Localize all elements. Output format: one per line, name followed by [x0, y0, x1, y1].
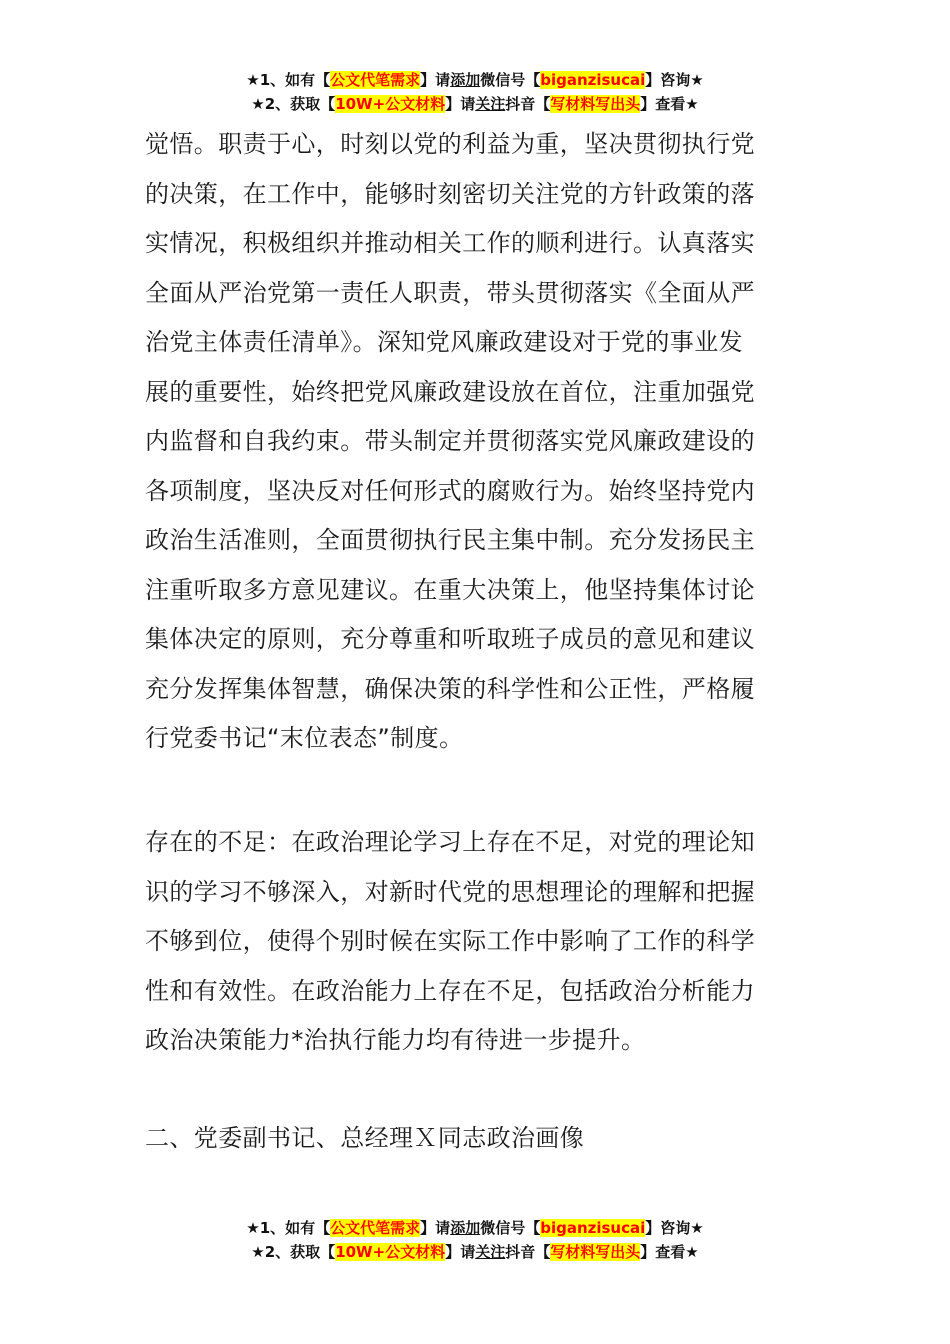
banner-text: 】咨询★: [645, 1219, 704, 1237]
text-line: 行党委书记“末位表态”制度。: [145, 724, 464, 752]
banner-text: 】查看★: [640, 1243, 699, 1261]
highlight-wechat-id: biganzisucai: [540, 1219, 646, 1237]
text-line: 政治生活准则，全面贯彻执行民主集中制。充分发扬民主: [145, 526, 755, 554]
highlight-douyin-account: 写材料写出头: [550, 1243, 641, 1261]
banner-underlined-text: 添加: [450, 1219, 481, 1237]
text-line: 集体决定的原则，充分尊重和听取班子成员的意见和建议: [145, 625, 755, 653]
banner-text: ★2、获取【: [251, 1243, 336, 1261]
paragraph-political-awareness: [145, 120, 810, 764]
banner-line-1: [0, 1216, 950, 1240]
text-line: 性和有效性。在政治能力上存在不足，包括政治分析能力: [145, 976, 755, 1005]
banner-text: 】请: [445, 1243, 476, 1261]
banner-text: 】查看★: [640, 95, 699, 113]
text-line: 不够到位，使得个别时候在实际工作中影响了工作的科学: [145, 927, 755, 955]
banner-underlined-text: 关注: [475, 1243, 506, 1261]
banner-underlined-text: 关注: [475, 95, 506, 113]
text-line: 存在的不足：在政治理论学习上存在不足，对党的理论知: [145, 828, 755, 856]
heading-text: 二、党委副书记、总经理Ｘ同志政治画像: [145, 1124, 585, 1152]
highlight-materials: 10W+公文材料: [335, 95, 446, 113]
highlight-ghostwriting: 公文代笔需求: [330, 71, 421, 89]
banner-text: ★1、如有【: [246, 1219, 331, 1237]
text-line: 各项制度，坚决反对任何形式的腐败行为。始终坚持党内: [145, 476, 755, 505]
bottom-banner: [0, 1216, 950, 1264]
highlight-douyin-account: 写材料写出头: [550, 95, 641, 113]
banner-text: ★2、获取【: [251, 95, 336, 113]
highlight-wechat-id: biganzisucai: [540, 71, 646, 89]
text-line: 展的重要性，始终把党风廉政建设放在首位，注重加强党: [145, 377, 755, 406]
section-heading: [145, 1114, 810, 1164]
highlight-materials: 10W+公文材料: [335, 1243, 446, 1261]
banner-text: 微信号【: [480, 1219, 541, 1237]
text-line: 内监督和自我约束。带头制定并贯彻落实党风廉政建设的: [145, 427, 755, 455]
banner-underlined-text: 添加: [450, 71, 481, 89]
text-line: 识的学习不够深入，对新时代党的思想理论的理解和把握: [145, 877, 755, 906]
text-line: 充分发挥集体智慧，确保决策的科学性和公正性，严格履: [145, 674, 755, 703]
top-banner: [0, 68, 950, 116]
banner-text: 】咨询★: [645, 71, 704, 89]
banner-text: 】请: [420, 71, 451, 89]
banner-text: ★1、如有【: [246, 71, 331, 89]
banner-line-2: [0, 1240, 950, 1264]
highlight-ghostwriting: 公文代笔需求: [330, 1219, 421, 1237]
text-line: 觉悟。职责于心，时刻以党的利益为重，坚决贯彻执行党: [145, 130, 755, 158]
banner-text: 抖音【: [505, 1243, 551, 1261]
banner-text: 微信号【: [480, 71, 541, 89]
banner-line-1: [0, 68, 950, 92]
banner-line-2: [0, 92, 950, 116]
text-line: 的决策，在工作中，能够时刻密切关注党的方针政策的落: [145, 179, 755, 208]
banner-text: 抖音【: [505, 95, 551, 113]
banner-text: 】请: [445, 95, 476, 113]
text-line: 实情况，积极组织并推动相关工作的顺利进行。认真落实: [145, 229, 755, 257]
banner-text: 】请: [420, 1219, 451, 1237]
text-line: 政治决策能力*治执行能力均有待进一步提升。: [145, 1026, 646, 1054]
paragraph-shortcomings: [145, 818, 810, 1066]
text-line: 治党主体责任清单》。深知党风廉政建设对于党的事业发: [145, 328, 743, 356]
text-line: 全面从严治党第一责任人职责，带头贯彻落实《全面从严: [145, 278, 755, 307]
text-line: 注重听取多方意见建议。在重大决策上，他坚持集体讨论: [145, 575, 755, 604]
